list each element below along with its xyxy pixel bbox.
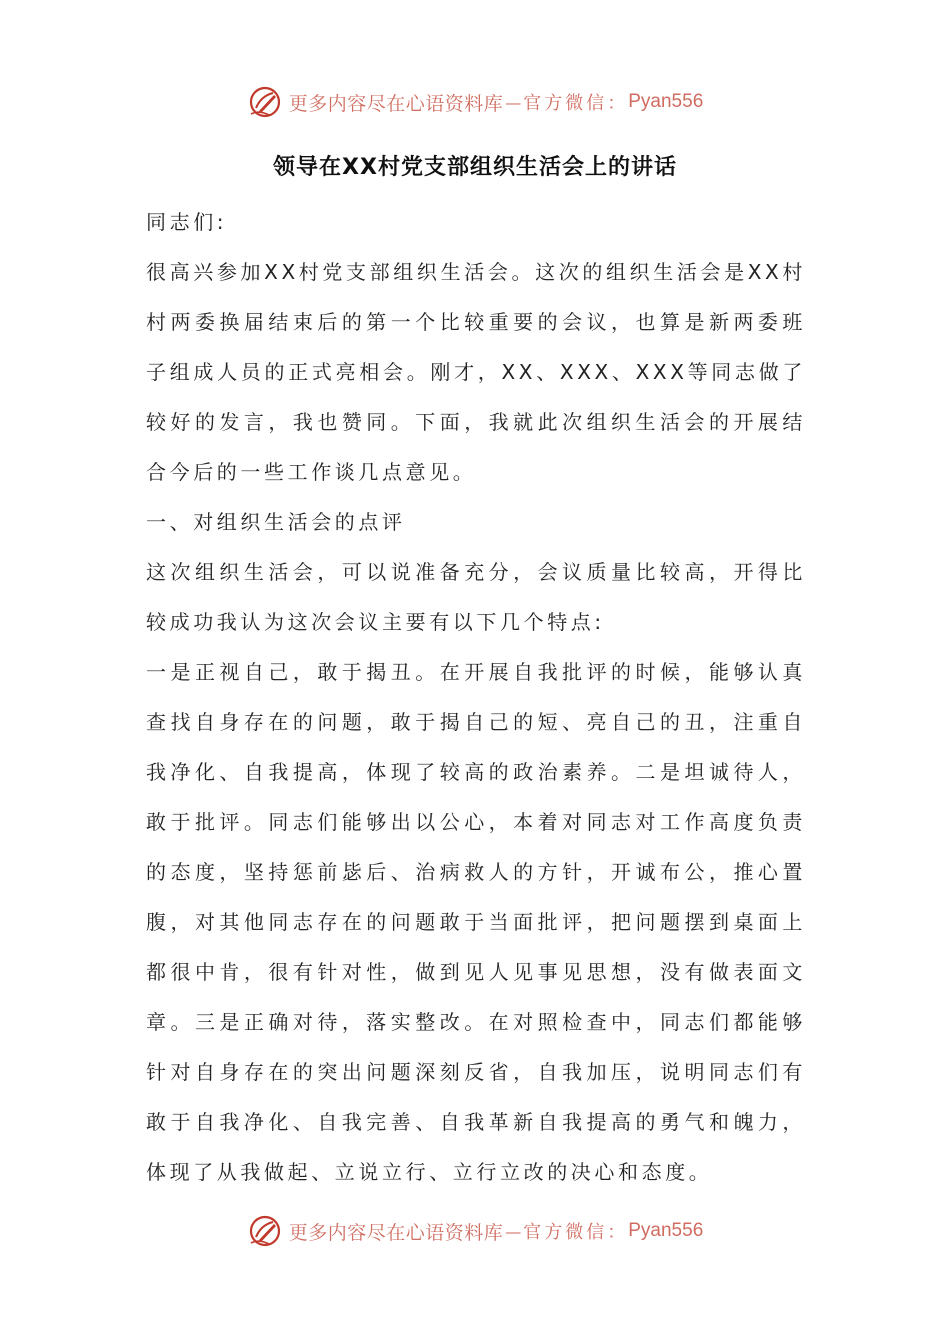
- paragraph-salutation: 同志们:: [146, 210, 228, 234]
- banner-text: 更多内容尽在心语资料库: [288, 92, 504, 115]
- paragraph-features: 一是正视自己，敢于揭丑。在开展自我批评的时候，能够认真查找自身存在的问题，敢于揭自己的短、亮自己的丑，注重自我净化、自我提高，体现了较高的政治素养。二是坦诚待人，敢于批评。同志们能够出以公心，本着对同志对工作高度负责的态度，坚持惩前毖后、治病救人的方针，开诚布公，推心置腹，对其他同志存在的问题敢于当面批评，把问题摆到桌面上都很中肯，很有针对性，做到见人见事见思想，没有做表面文章。三是正确对待，落实整改。在对照检查中，同志们都能够针对自身存在的突出问题深刻反省，自我加压，说明同志们有敢于自我净化、自我完善、自我革新自我提高的勇气和魄力，体现了从我做起、立说立行、立行立改的决心和态度。: [146, 660, 806, 1184]
- banner-wechat-id: Pyan556: [628, 91, 704, 112]
- paragraph-intro: 很高兴参加XX村党支部组织生活会。这次的组织生活会是XX村村两委换届结束后的第一个比较重要的会议，也算是新两委班子组成人员的正式亮相会。刚才，XX、XXX、XXX等同志做了较好的发言，我也赞同。下面，我就此次组织生活会的开展结合今后的一些工作谈几点意见。: [146, 260, 806, 484]
- section-heading: 一、对组织生活会的点评: [146, 510, 406, 534]
- document-title: 领导在XX村党支部组织生活会上的讲话: [273, 155, 677, 180]
- banner-wechat-id: Pyan556: [628, 1220, 704, 1241]
- pen-logo-icon: [247, 1213, 283, 1249]
- document-body: [146, 197, 806, 1197]
- header-banner: [0, 80, 950, 124]
- banner-dash: —: [505, 92, 522, 112]
- footer-banner: [0, 1209, 950, 1253]
- pen-logo-icon: [247, 84, 283, 120]
- banner-dash: —: [505, 1221, 522, 1241]
- paragraph-summary: 这次组织生活会，可以说准备充分，会议质量比较高，开得比较成功我认为这次会议主要有以下几个特点:: [146, 560, 806, 634]
- banner-text: 更多内容尽在心语资料库: [288, 1221, 504, 1244]
- banner-wechat-label: 官方微信：: [523, 1222, 629, 1243]
- banner-wechat-label: 官方微信：: [523, 93, 629, 114]
